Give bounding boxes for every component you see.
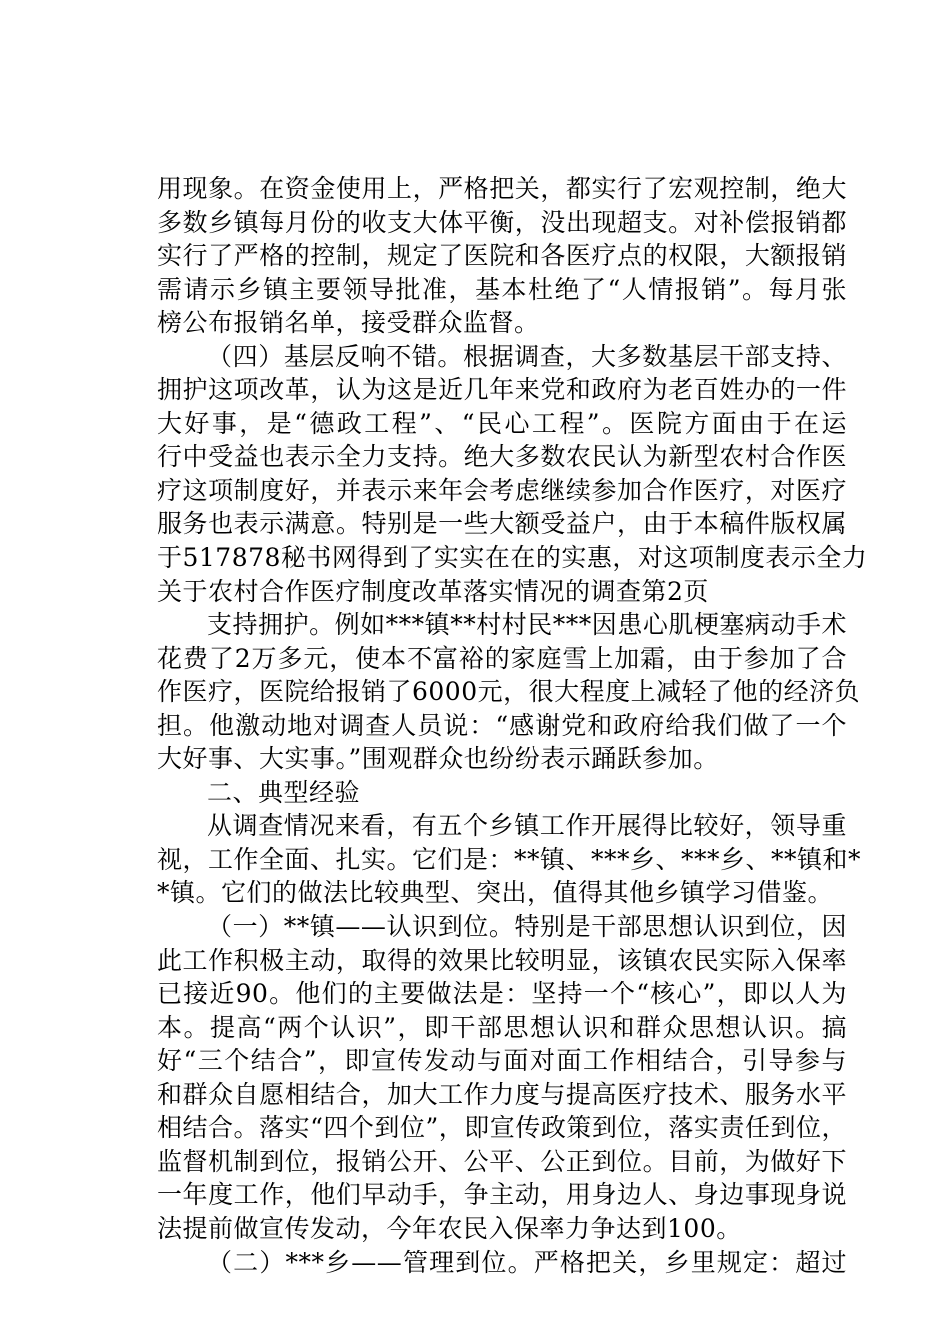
text-line: 视，工作全面、扎实。它们是：**镇、***乡、***乡、**镇和* [157, 844, 862, 874]
text-line: 作医疗，医院给报销了6000元，很大程度上减轻了他的经济负 [157, 677, 861, 707]
text-line: 实行了严格的控制，规定了医院和各医疗点的权限，大额报销 [157, 241, 847, 271]
text-line: 大好事，是“德政工程”、“民心工程”。医院方面由于在运 [157, 408, 847, 438]
text-line: 从调查情况来看，有五个乡镇工作开展得比较好，领导重 [207, 811, 847, 841]
text-line: 需请示乡镇主要领导批准，基本杜绝了“人情报销”。每月张 [157, 274, 847, 304]
text-line: 法提前做宣传发动，今年农民入保率力争达到100。 [157, 1213, 742, 1243]
text-line: 于517878秘书网得到了实实在在的实惠，对这项制度表示全力 [157, 543, 868, 573]
text-line: （四）基层反响不错。根据调查，大多数基层干部支持、 [207, 341, 847, 371]
text-line: 行中受益也表示全力支持。绝大多数农民认为新型农村合作医 [157, 442, 847, 472]
text-line: 用现象。在资金使用上，严格把关，都实行了宏观控制，绝大 [157, 174, 847, 203]
text-line: 一年度工作，他们早动手，争主动，用身边人、身边事现身说 [157, 1180, 847, 1210]
text-line: 拥护这项改革，认为这是近几年来党和政府为老百姓办的一件 [157, 375, 847, 405]
text-line: 本。提高“两个认识”，即干部思想认识和群众思想认识。搞 [157, 1012, 847, 1042]
document-body [157, 172, 868, 1279]
text-line: 花费了2万多元，使本不富裕的家庭雪上加霜，由于参加了合 [157, 643, 847, 673]
text-line: 大好事、大实事。”围观群众也纷纷表示踊跃参加。 [157, 744, 719, 774]
section-heading [157, 776, 847, 810]
paragraph-fund-management [157, 172, 847, 340]
section-heading-text: 二、典型经验 [207, 777, 361, 807]
paragraph-town-one [157, 910, 847, 1245]
text-line: 多数乡镇每月份的收支大体平衡，没出现超支。对补偿报销都 [157, 207, 847, 237]
paragraph-grassroots-response [157, 340, 868, 608]
text-line: *镇。它们的做法比较典型、突出，值得其他乡镇学习借鉴。 [157, 878, 834, 908]
paragraph-town-two [157, 1246, 847, 1280]
text-line: 支持拥护。例如***镇**村村民***因患心肌梗塞病动手术 [207, 610, 847, 640]
text-line: 服务也表示满意。特别是一些大额受益户，由于本稿件版权属 [157, 509, 847, 539]
text-line: 和群众自愿相结合，加大工作力度与提高医疗技术、服务水平 [157, 1079, 847, 1109]
text-line: 榜公布报销名单，接受群众监督。 [157, 308, 540, 338]
text-line: （二）***乡——管理到位。严格把关，乡里规定：超过 [207, 1247, 847, 1277]
text-line: 相结合。落实“四个到位”，即宣传政策到位，落实责任到位， [157, 1113, 847, 1143]
paragraph-example-case [157, 608, 861, 776]
text-line: 此工作积极主动，取得的效果比较明显，该镇农民实际入保率 [157, 945, 847, 975]
text-line: 已接近90。他们的主要做法是：坚持一个“核心”，即以人为 [157, 979, 847, 1009]
text-line: 担。他激动地对调查人员说：“感谢党和政府给我们做了一个 [157, 710, 847, 740]
text-line: 监督机制到位，报销公开、公平、公正到位。目前，为做好下 [157, 1146, 847, 1176]
text-line: （一）**镇——认识到位。特别是干部思想认识到位，因 [207, 912, 847, 942]
page-marker-line: 关于农村合作医疗制度改革落实情况的调查第2页 [157, 576, 709, 606]
text-line: 好“三个结合”，即宣传发动与面对面工作相结合，引导参与 [157, 1046, 847, 1076]
paragraph-overview [157, 809, 862, 910]
text-line: 疗这项制度好，并表示来年会考虑继续参加合作医疗，对医疗 [157, 475, 847, 505]
